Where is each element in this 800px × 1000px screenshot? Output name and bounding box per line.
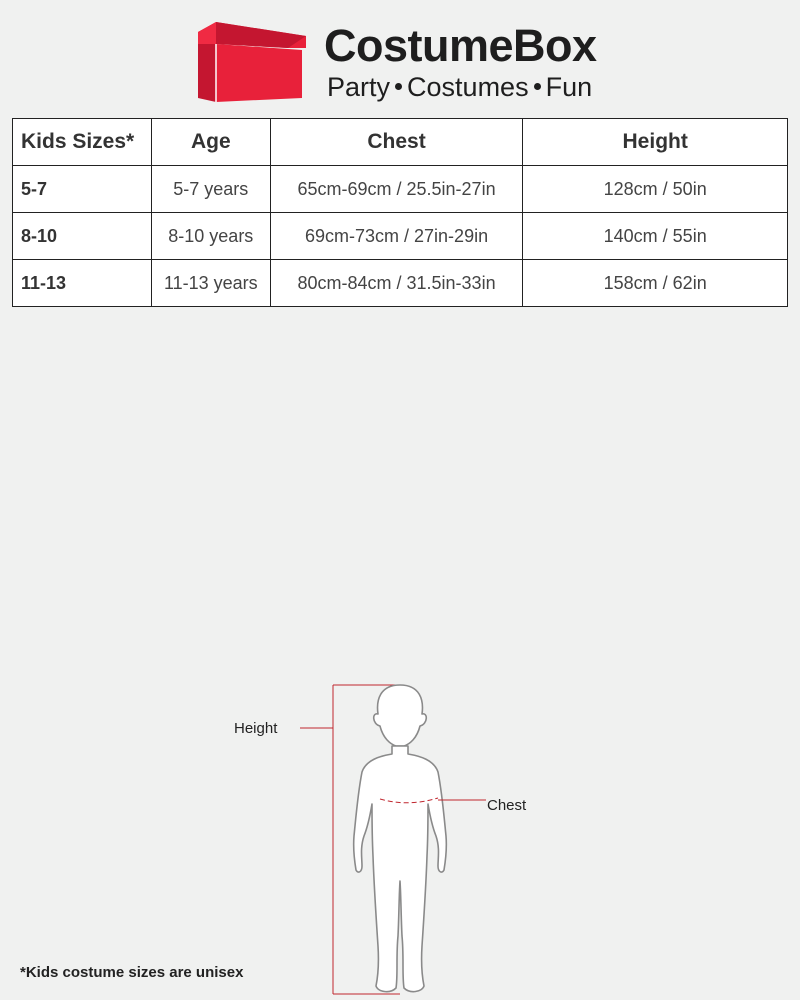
header-height: Height xyxy=(523,119,788,166)
tagline-party: Party xyxy=(327,72,391,102)
bullet-dot-icon xyxy=(534,83,541,90)
chest-cell: 69cm-73cm / 27in-29in xyxy=(270,213,523,260)
height-cell: 158cm / 62in xyxy=(523,260,788,307)
table-row xyxy=(13,260,788,307)
age-cell: 11-13 years xyxy=(151,260,270,307)
brand-tagline xyxy=(327,70,592,104)
kids-size-chart-table xyxy=(12,118,788,307)
tagline-fun: Fun xyxy=(545,72,593,102)
height-label: Height xyxy=(234,720,278,737)
size-cell: 8-10 xyxy=(13,213,152,260)
header-kids-sizes: Kids Sizes* xyxy=(13,119,152,166)
age-cell: 5-7 years xyxy=(151,166,270,213)
chest-cell: 80cm-84cm / 31.5in-33in xyxy=(270,260,523,307)
bullet-dot-icon xyxy=(395,83,402,90)
header-chest: Chest xyxy=(270,119,523,166)
height-cell: 140cm / 55in xyxy=(523,213,788,260)
age-cell: 8-10 years xyxy=(151,213,270,260)
size-cell: 5-7 xyxy=(13,166,152,213)
header-age: Age xyxy=(151,119,270,166)
tagline-costumes: Costumes xyxy=(407,72,529,102)
child-measurement-figure xyxy=(300,676,500,1000)
size-cell: 11-13 xyxy=(13,260,152,307)
chest-label: Chest xyxy=(487,797,527,814)
unisex-footnote: *Kids costume sizes are unisex xyxy=(20,964,244,981)
height-cell: 128cm / 50in xyxy=(523,166,788,213)
table-row xyxy=(13,213,788,260)
chest-cell: 65cm-69cm / 25.5in-27in xyxy=(270,166,523,213)
brand-name: CostumeBox xyxy=(324,20,597,71)
table-header-row xyxy=(13,119,788,166)
costume-box-icon xyxy=(194,18,310,104)
child-silhouette xyxy=(354,685,447,992)
costumebox-logo[interactable] xyxy=(194,18,614,104)
table-row xyxy=(13,166,788,213)
